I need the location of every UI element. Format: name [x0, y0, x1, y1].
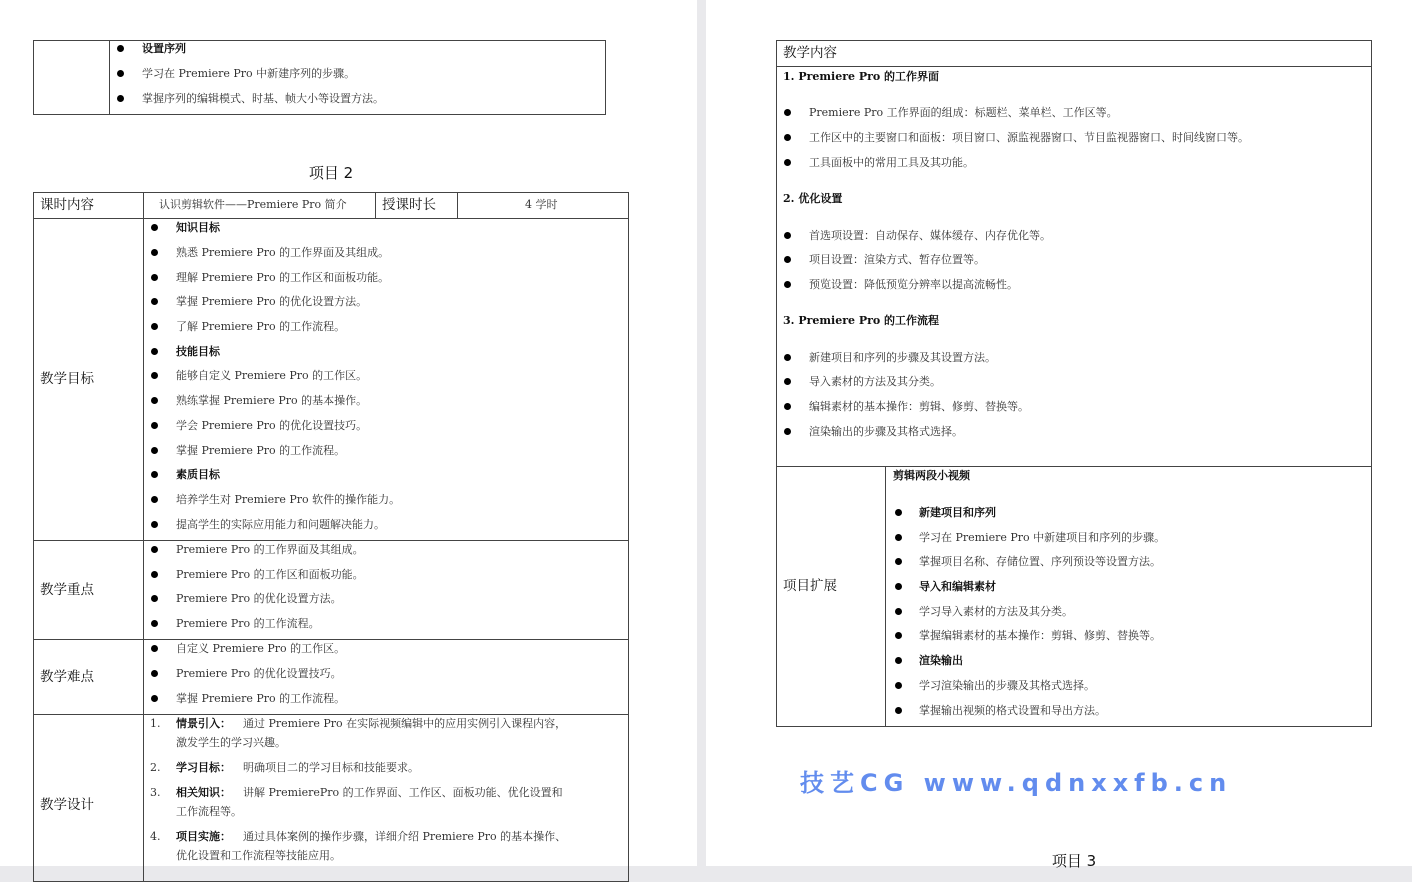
bullet-icon — [784, 428, 791, 435]
bullet-icon — [895, 558, 902, 565]
bullet-icon — [151, 595, 158, 602]
bullet-icon — [151, 298, 158, 305]
table-rule — [457, 192, 458, 218]
table-rule — [33, 714, 629, 715]
list-item: 设置序列 — [142, 42, 186, 55]
bullet-icon — [151, 323, 158, 330]
step-text: 通过具体案例的操作步骤，详细介绍 Premiere Pro 的基本操作、 — [243, 830, 567, 843]
bullet-icon — [151, 571, 158, 578]
course-value: 认识剪辑软件——Premiere Pro 简介 — [159, 198, 347, 211]
bullet-icon — [895, 583, 902, 590]
section-label: 教学目标 — [40, 371, 94, 387]
content-heading: 3. Premiere Pro 的工作流程 — [783, 314, 940, 327]
list-item: 学习在 Premiere Pro 中新建序列的步骤。 — [142, 67, 356, 80]
bullet-icon — [151, 274, 158, 281]
bullet-icon — [117, 45, 124, 52]
table-rule — [33, 639, 629, 640]
item-number: 3. — [150, 786, 161, 799]
list-item: 了解 Premiere Pro 的工作流程。 — [176, 320, 346, 333]
step-title: 情景引入： — [176, 717, 231, 730]
list-item: 掌握输出视频的格式设置和导出方法。 — [919, 704, 1106, 717]
step-text: 讲解 PremierePro 的工作界面、工作区、面板功能、优化设置和 — [243, 786, 563, 799]
list-item: 预览设置：降低预览分辨率以提高流畅性。 — [809, 278, 1018, 291]
list-item: 学习在 Premiere Pro 中新建项目和序列的步骤。 — [919, 531, 1166, 544]
bullet-icon — [784, 281, 791, 288]
list-item: 知识目标 — [176, 221, 220, 234]
step-text: 激发学生的学习兴趣。 — [176, 736, 286, 749]
bullet-icon — [151, 645, 158, 652]
list-item: 自定义 Premiere Pro 的工作区。 — [176, 642, 346, 655]
duration-value: 4 学时 — [525, 198, 558, 211]
watermark: 技艺CG www.qdnxxfb.cn — [800, 769, 1233, 797]
bullet-icon — [117, 70, 124, 77]
list-item: 导入和编辑素材 — [919, 580, 996, 593]
list-item: 工具面板中的常用工具及其功能。 — [809, 156, 974, 169]
list-item: 掌握 Premiere Pro 的工作流程。 — [176, 444, 346, 457]
extension-label: 项目扩展 — [783, 578, 837, 594]
list-item: Premiere Pro 的工作流程。 — [176, 617, 320, 630]
list-item: 掌握项目名称、存储位置、序列预设等设置方法。 — [919, 555, 1161, 568]
item-number: 4. — [150, 830, 161, 843]
list-item: 学习导入素材的方法及其分类。 — [919, 605, 1073, 618]
section-label: 教学重点 — [40, 582, 94, 598]
bullet-icon — [151, 397, 158, 404]
bullet-icon — [784, 109, 791, 116]
content-heading: 1. Premiere Pro 的工作界面 — [783, 70, 940, 83]
list-item: 项目设置：渲染方式、暂存位置等。 — [809, 253, 985, 266]
extension-heading: 剪辑两段小视频 — [893, 469, 970, 482]
bullet-icon — [151, 546, 158, 553]
bullet-icon — [151, 521, 158, 528]
list-item: 编辑素材的基本操作：剪辑、修剪、替换等。 — [809, 400, 1029, 413]
list-item: 熟练掌握 Premiere Pro 的基本操作。 — [176, 394, 368, 407]
bullet-icon — [895, 682, 902, 689]
bullet-icon — [895, 509, 902, 516]
content-heading: 2. 优化设置 — [783, 192, 843, 205]
table-rule — [375, 192, 376, 218]
item-number: 2. — [150, 761, 161, 774]
list-item: 首选项设置：自动保存、媒体缓存、内存优化等。 — [809, 229, 1051, 242]
list-item: Premiere Pro 的工作界面及其组成。 — [176, 543, 364, 556]
course-label: 课时内容 — [40, 197, 94, 213]
list-item: Premiere Pro 的优化设置技巧。 — [176, 667, 342, 680]
bullet-icon — [151, 372, 158, 379]
step-text: 工作流程等。 — [176, 805, 242, 818]
section-title: 项目 2 — [308, 164, 354, 182]
table-rule — [776, 66, 1372, 67]
table-rule — [109, 40, 110, 115]
list-item: 熟悉 Premiere Pro 的工作界面及其组成。 — [176, 246, 390, 259]
bullet-icon — [151, 695, 158, 702]
item-number: 1. — [150, 717, 161, 730]
list-item: 能够自定义 Premiere Pro 的工作区。 — [176, 369, 368, 382]
step-text: 通过 Premiere Pro 在实际视频编辑中的应用实例引入课程内容， — [243, 717, 567, 730]
bullet-icon — [895, 657, 902, 664]
list-item: 渲染输出 — [919, 654, 963, 667]
bullet-icon — [151, 471, 158, 478]
bullet-icon — [784, 232, 791, 239]
section-title: 项目 3 — [1051, 852, 1097, 870]
list-item: 工作区中的主要窗口和面板：项目窗口、源监视器窗口、节目监视器窗口、时间线窗口等。 — [809, 131, 1249, 144]
bullet-icon — [117, 95, 124, 102]
list-item: 渲染输出的步骤及其格式选择。 — [809, 425, 963, 438]
duration-label: 授课时长 — [382, 197, 436, 213]
table-rule — [776, 466, 1372, 467]
step-title: 相关知识： — [176, 786, 231, 799]
bullet-icon — [895, 632, 902, 639]
step-title: 项目实施： — [176, 830, 231, 843]
section-label: 教学难点 — [40, 669, 94, 685]
bullet-icon — [784, 403, 791, 410]
bullet-icon — [151, 249, 158, 256]
table-rule — [33, 540, 629, 541]
bullet-icon — [895, 608, 902, 615]
content-label: 教学内容 — [783, 45, 837, 61]
bullet-icon — [151, 670, 158, 677]
bullet-icon — [151, 348, 158, 355]
bullet-icon — [895, 707, 902, 714]
bullet-icon — [151, 422, 158, 429]
list-item: 培养学生对 Premiere Pro 软件的操作能力。 — [176, 493, 401, 506]
list-item: 掌握序列的编辑模式、时基、帧大小等设置方法。 — [142, 92, 384, 105]
bullet-icon — [895, 534, 902, 541]
step-title: 学习目标： — [176, 761, 231, 774]
bullet-icon — [151, 496, 158, 503]
bullet-icon — [151, 224, 158, 231]
list-item: 技能目标 — [176, 345, 220, 358]
list-item: 学会 Premiere Pro 的优化设置技巧。 — [176, 419, 368, 432]
section-label: 教学设计 — [40, 797, 94, 813]
bullet-icon — [151, 620, 158, 627]
bullet-icon — [784, 354, 791, 361]
list-item: 提高学生的实际应用能力和问题解决能力。 — [176, 518, 385, 531]
list-item: 理解 Premiere Pro 的工作区和面板功能。 — [176, 271, 390, 284]
list-item: Premiere Pro 的优化设置方法。 — [176, 592, 342, 605]
table-rule — [885, 466, 886, 727]
bullet-icon — [784, 256, 791, 263]
bullet-icon — [784, 378, 791, 385]
list-item: 新建项目和序列的步骤及其设置方法。 — [809, 351, 996, 364]
step-text: 明确项目二的学习目标和技能要求。 — [243, 761, 419, 774]
list-item: Premiere Pro 工作界面的组成：标题栏、菜单栏、工作区等。 — [809, 106, 1118, 119]
bullet-icon — [784, 134, 791, 141]
list-item: 导入素材的方法及其分类。 — [809, 375, 941, 388]
table-rule — [33, 218, 629, 219]
step-text: 优化设置和工作流程等技能应用。 — [176, 849, 341, 862]
list-item: 素质目标 — [176, 468, 220, 481]
list-item: 掌握编辑素材的基本操作：剪辑、修剪、替换等。 — [919, 629, 1161, 642]
bullet-icon — [784, 159, 791, 166]
list-item: 掌握 Premiere Pro 的工作流程。 — [176, 692, 346, 705]
list-item: 新建项目和序列 — [919, 506, 996, 519]
list-item: 掌握 Premiere Pro 的优化设置方法。 — [176, 295, 368, 308]
bullet-icon — [151, 447, 158, 454]
table-rule — [143, 192, 144, 882]
list-item: 学习渲染输出的步骤及其格式选择。 — [919, 679, 1095, 692]
list-item: Premiere Pro 的工作区和面板功能。 — [176, 568, 364, 581]
